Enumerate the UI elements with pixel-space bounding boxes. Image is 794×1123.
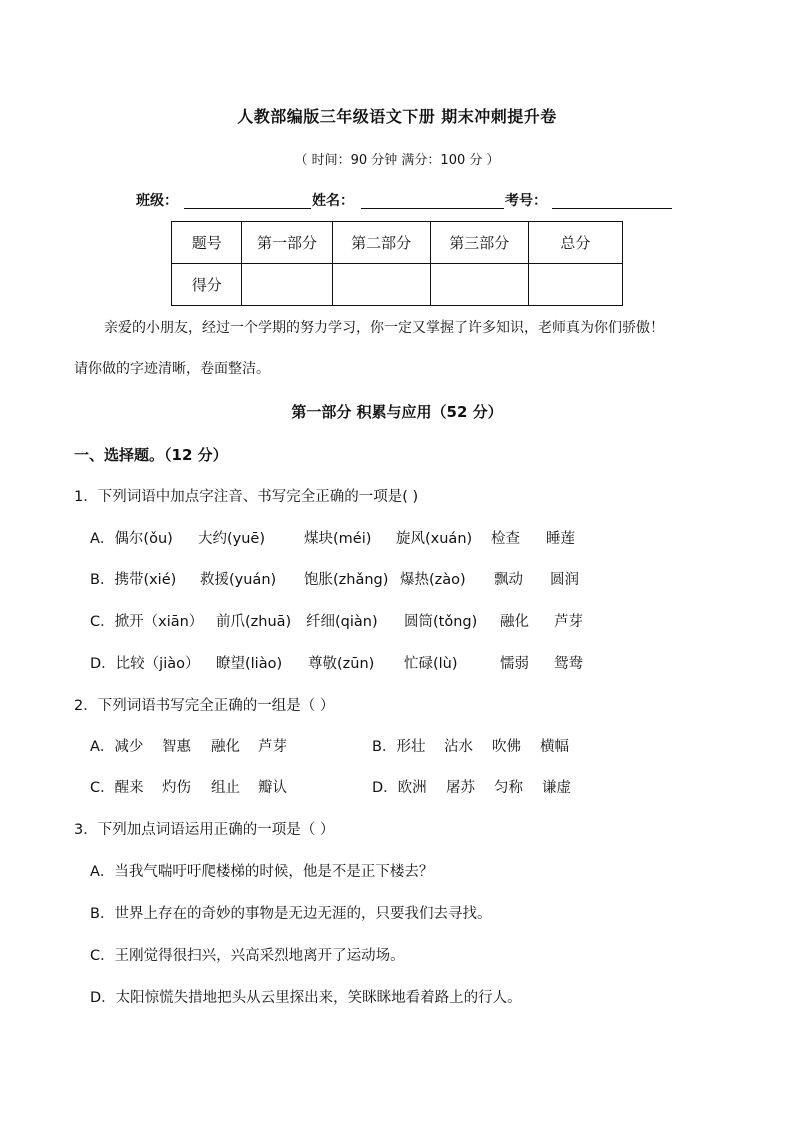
table-cell: 第一部分 [242, 222, 332, 264]
table-cell: 第二部分 [332, 222, 430, 264]
option-word: 芦芽 [554, 614, 583, 630]
question-1-stem: 1．下列词语中加点字注音、书写完全正确的一项是( ) [74, 489, 419, 505]
id-label: 考号： [505, 193, 547, 209]
table-cell: 总分 [528, 222, 622, 264]
option-word: B．携带(xié) [90, 572, 177, 588]
option-word: 爆热(zào) [400, 572, 466, 588]
part-heading: 一、选择题。（12 分） [74, 446, 228, 464]
option-word: 鸳鸯 [554, 656, 583, 672]
option-word: 谦虚 [542, 780, 571, 796]
option-word: 检查 [491, 531, 520, 547]
class-field[interactable] [184, 208, 311, 209]
option-word: 救援(yuán) [200, 572, 277, 588]
question-2-stem: 2．下列词语书写完全正确的一组是（ ） [74, 698, 335, 714]
option-word: 懦弱 [500, 656, 529, 672]
option-word: 智惠 [162, 739, 191, 755]
option-word: 纤细(qiàn) [306, 614, 378, 630]
option-word: 吹佛 [492, 739, 521, 755]
option-word: C．醒来 [90, 780, 144, 796]
option-word: C．掀开（xiān） [90, 614, 204, 630]
q3-option-b[interactable]: B．世界上存在的奇妙的事物是无边无涯的，只要我们去寻找。 [90, 906, 492, 922]
option-word: 融化 [211, 739, 240, 755]
name-field[interactable] [361, 208, 504, 209]
q3-option-d[interactable]: D．太阳惊慌失措地把头从云里探出来，笑眯眯地看着路上的行人。 [90, 990, 522, 1006]
table-cell: 得分 [172, 264, 242, 306]
option-word: 圆润 [550, 572, 579, 588]
score-cell-total[interactable] [528, 264, 622, 306]
section-title: 第一部分 积累与应用（52 分） [291, 403, 503, 421]
option-word: 组止 [211, 780, 240, 796]
option-word: 大约(yuē) [198, 531, 266, 547]
option-word: 尊敬(zūn) [308, 656, 375, 672]
q3-option-a[interactable]: A．当我气喘吁吁爬楼梯的时候，他是不是正下楼去？ [90, 864, 434, 880]
id-field[interactable] [552, 208, 672, 209]
option-word: 融化 [500, 614, 529, 630]
option-word: 前爪(zhuā) [216, 614, 292, 630]
score-table-header-row [172, 222, 623, 264]
option-word: A．减少 [90, 739, 144, 755]
score-cell-part3[interactable] [430, 264, 528, 306]
option-word: 瞭望(liào) [216, 656, 283, 672]
score-table-score-row [172, 264, 623, 306]
class-label: 班级： [136, 193, 178, 209]
option-word: 沾水 [444, 739, 473, 755]
option-word: 灼伤 [162, 780, 191, 796]
option-word: 瓣认 [258, 780, 287, 796]
page-title: 人教部编版三年级语文下册 期末冲刺提升卷 [237, 107, 557, 126]
option-word: 煤块(méi) [304, 531, 372, 547]
option-word: A．偶尔(ǒu) [90, 531, 173, 547]
option-word: 旋风(xuán) [396, 531, 473, 547]
name-label: 姓名： [312, 193, 354, 209]
option-word: 芦芽 [258, 739, 287, 755]
option-word: D．欧洲 [372, 780, 427, 796]
table-cell: 题号 [172, 222, 242, 264]
score-cell-part2[interactable] [332, 264, 430, 306]
option-word: 飘动 [494, 572, 523, 588]
option-word: D．比较（jiào） [90, 656, 200, 672]
q3-option-c[interactable]: C．王刚觉得很扫兴，兴高采烈地离开了运动场。 [90, 948, 405, 964]
score-table [171, 221, 623, 306]
score-cell-part1[interactable] [242, 264, 332, 306]
option-word: 圆筒(tǒng) [404, 614, 478, 630]
table-cell: 第三部分 [430, 222, 528, 264]
option-word: 匀称 [494, 780, 523, 796]
exam-time-score: （ 时间：90 分钟 满分：100 分 ） [294, 153, 500, 168]
option-word: 忙碌(lù) [404, 656, 458, 672]
option-word: 屠苏 [446, 780, 475, 796]
question-3-stem: 3．下列加点词语运用正确的一项是（ ） [74, 822, 335, 838]
option-word: 睡莲 [546, 531, 575, 547]
option-word: 饱胀(zhǎng) [304, 572, 389, 588]
intro-line-1: 亲爱的小朋友，经过一个学期的努力学习，你一定又掌握了许多知识，老师真为你们骄傲！ [104, 320, 664, 336]
intro-line-2: 请你做的字迹清晰，卷面整洁。 [74, 361, 270, 377]
option-word: 横幅 [540, 739, 569, 755]
option-word: B．形壮 [372, 739, 426, 755]
